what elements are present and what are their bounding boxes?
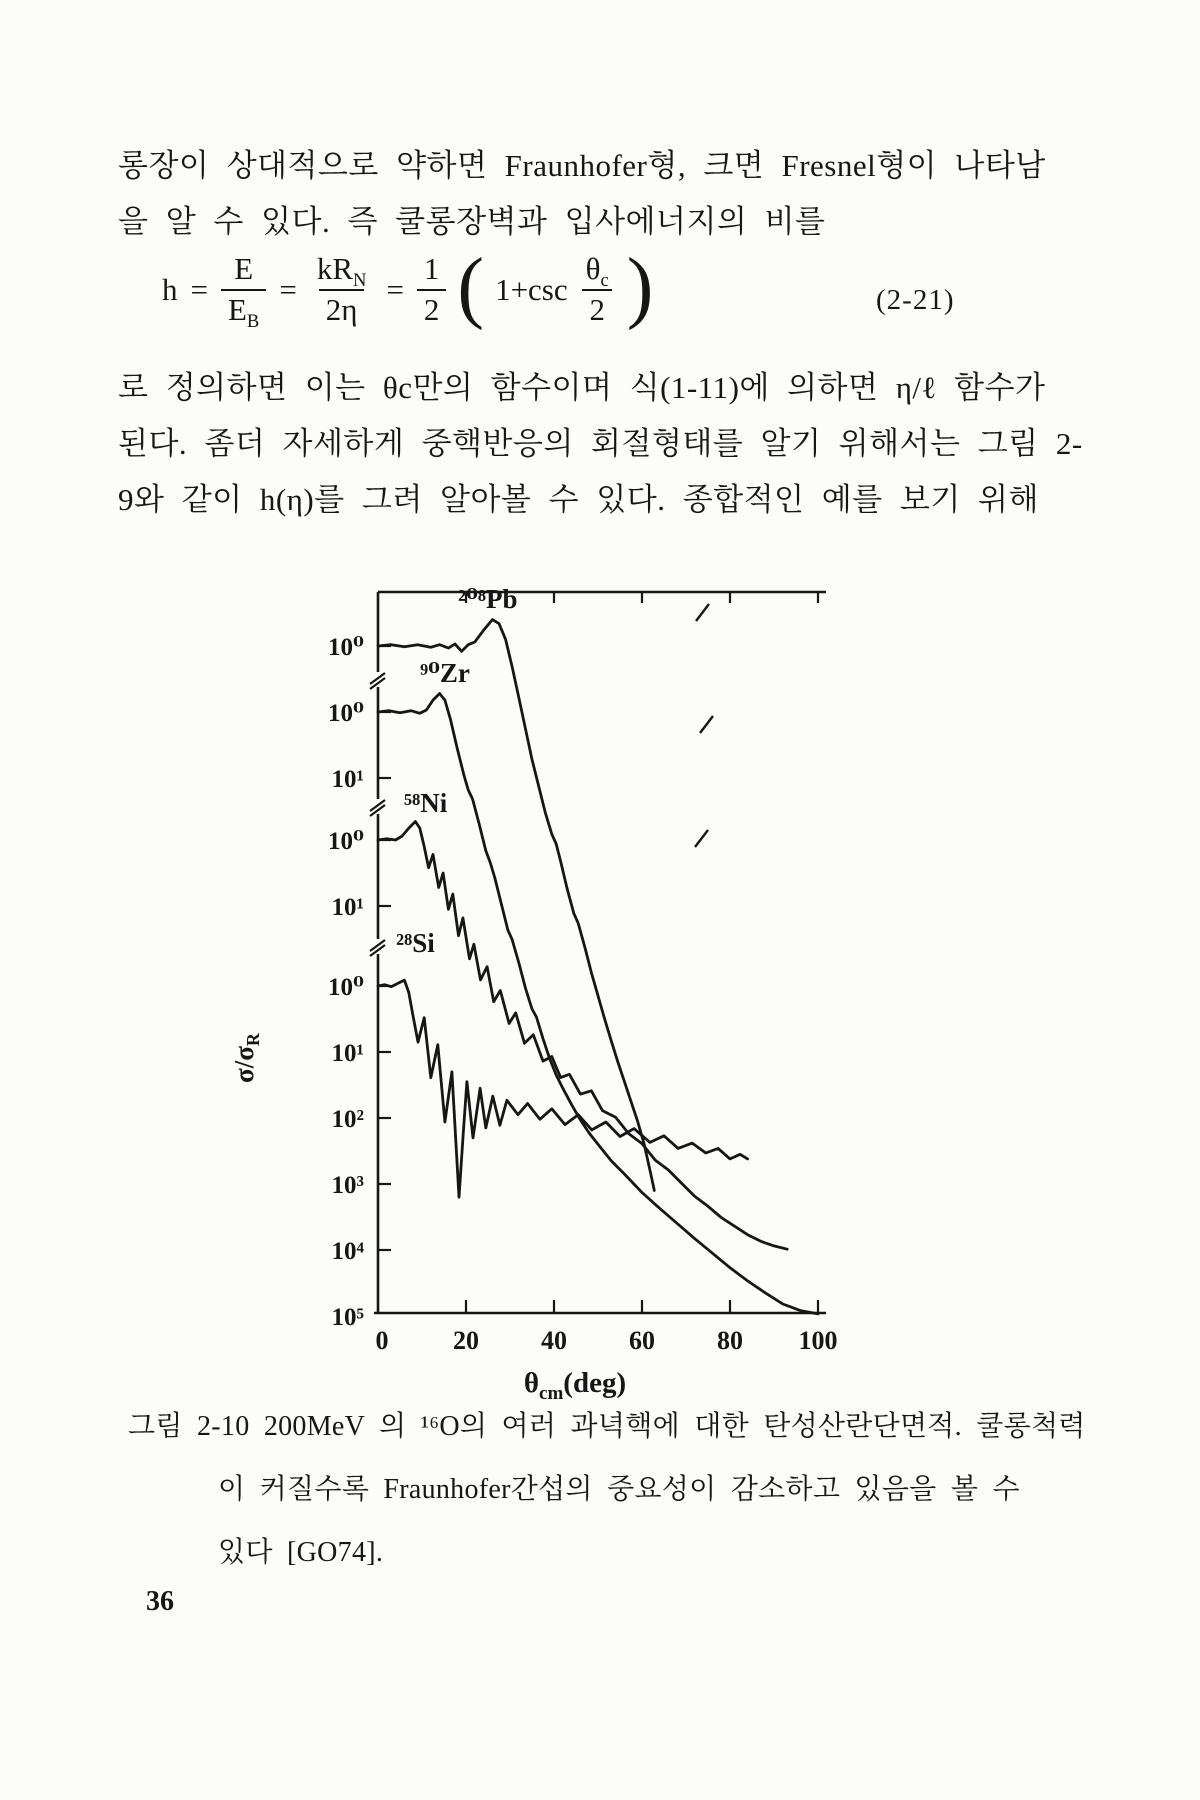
y-tick-label: 10⁴ [331, 1238, 364, 1265]
eq-fraction-thetac-over-2 [579, 252, 616, 327]
eq-frac1-den: $E_B$ [221, 289, 266, 328]
figure-caption-line-2: 이 커질수록 Fraunhofer간섭의 중요성이 감소하고 있음을 볼 수 [218, 1474, 1020, 1505]
y-tick-label: 10⁰ [328, 634, 364, 661]
eq-frac3-den: 2 [417, 289, 447, 328]
eq-frac2-den: 2η [319, 289, 365, 328]
y-tick-label: 10⁰ [328, 700, 364, 727]
y-tick-label: 10³ [331, 1172, 364, 1199]
paragraph-mid-line-3: 9와 같이 h(η)를 그려 알아볼 수 있다. 종합적인 예를 보기 위해 [118, 482, 1039, 517]
paragraph-mid-line-2: 된다. 좀더 자세하게 중핵반응의 회절형태를 알기 위해서는 그림 2- [118, 426, 1083, 461]
eq-fraction-kRN-over-2eta [310, 252, 374, 327]
equation-number: (2-21) [876, 284, 955, 316]
eq-frac4-den: 2 [582, 289, 612, 328]
y-tick-label: 10⁵ [331, 1304, 364, 1331]
right-break-slash [696, 604, 709, 621]
isotope-labels [396, 584, 518, 958]
eq-fraction-one-half [417, 252, 447, 327]
x-tick-label: 60 [629, 1326, 655, 1355]
x-tick-label: 100 [798, 1326, 838, 1355]
eq-frac3-num: 1 [423, 251, 440, 286]
eq-equals-2: = [279, 271, 297, 307]
curve-zr [378, 694, 818, 1314]
figure-2-10-chart [210, 540, 870, 1420]
y-axis-title: $\sigma/\sigma_R$ [229, 1033, 263, 1083]
eq-frac2-num: $kR_N$ [316, 251, 367, 292]
eq-equals-1: = [190, 271, 208, 307]
x-tick-label: 0 [375, 1326, 389, 1355]
equation-2-21: h = $\frac{E}{E_B}$ = $\frac{kR_N}{2\eta}$ = $\frac{1}{2}$ ( 1+csc $\frac{\theta_c}{2}$ ) [162, 242, 654, 332]
paragraph-top-line-2: 을 알 수 있다. 즉 쿨롱장벽과 입사에너지의 비를 [118, 204, 826, 239]
figure-caption-line-3: 있다 [GO74]. [218, 1537, 384, 1568]
data-curves [378, 620, 818, 1314]
right-break-slash [700, 716, 713, 733]
right-break-slash [695, 830, 708, 847]
page-number: 36 [146, 1586, 174, 1617]
eq-lhs: h [162, 271, 178, 307]
y-tick-label: 10¹ [331, 1040, 364, 1067]
paragraph-top-line-1: 롱장이 상대적으로 약하면 Fraunhofer형, 크면 Fresnel형이 나타남 [118, 148, 1046, 183]
x-axis-ticks [376, 592, 838, 1355]
y-tick-label: 10¹ [331, 766, 364, 793]
paragraph-mid-line-1: 로 정의하면 이는 θc만의 함수이며 식(1-11)에 의하면 η/ℓ 함수가 [118, 370, 1046, 405]
eq-term: 1+csc [495, 271, 568, 307]
eq-equals-3: = [386, 271, 404, 307]
eq-frac4-num: $\theta_c$ [585, 251, 609, 292]
eq-fraction-E-over-EB [221, 251, 266, 332]
axis-break-marks [370, 604, 713, 956]
curve-pb [378, 620, 654, 1191]
series-label-pb: ²⁰⁸Pb [458, 584, 518, 614]
y-axis-ticks [328, 634, 391, 1331]
series-label-zr: ⁹⁰Zr [420, 658, 470, 688]
y-tick-label: 10² [331, 1106, 364, 1133]
x-tick-label: 80 [717, 1326, 743, 1355]
chart-axes [374, 592, 826, 1313]
series-label-si: ²⁸Si [396, 928, 435, 958]
figure-caption-line-1: 그림 2-10 200MeV 의 ¹⁶O의 여러 과녁핵에 대한 탄성산란단면적. 쿨롱척력 [128, 1411, 1086, 1442]
y-tick-label: 10⁰ [328, 974, 364, 1001]
x-tick-label: 40 [541, 1326, 567, 1355]
series-label-ni: ⁵⁸Ni [404, 788, 448, 818]
x-axis-title: $\theta_{cm}(deg)$ [523, 1367, 627, 1404]
curve-ni [378, 822, 787, 1250]
y-tick-label: 10⁰ [328, 828, 364, 855]
y-tick-label: 10¹ [331, 894, 364, 921]
x-tick-label: 20 [453, 1326, 479, 1355]
eq-frac1-num: E [234, 251, 254, 286]
